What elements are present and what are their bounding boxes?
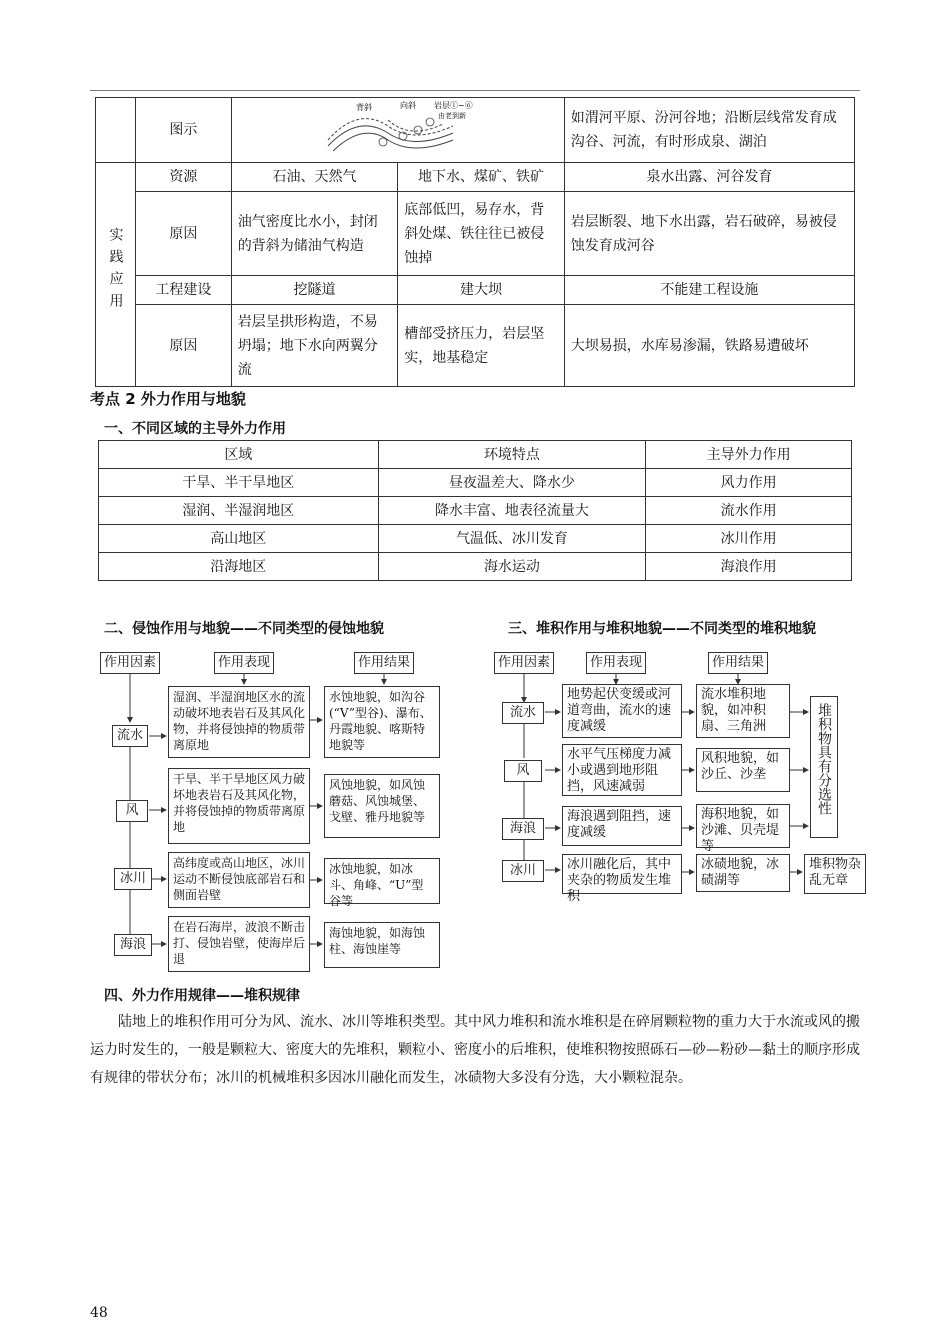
unsorted-deposit-box: 堆积物杂乱无章 [804,854,866,894]
diagram-anticline-label: 背斜 [355,103,372,112]
environment-cell: 海水运动 [378,553,646,581]
subsection-title: 三、堆积作用与堆积地貌——不同类型的堆积地貌 [508,621,816,637]
subsection-title: 四、外力作用规律——堆积规律 [104,988,300,1004]
erosion-show-water: 湿润、半湿润地区水的流动破坏地表岩石及其风化物，并将侵蚀掉的物质带离原地 [168,686,310,758]
deposition-result-wind: 风积地貌，如沙丘、沙垄 [696,748,790,792]
fault-cell: 泉水出露、河谷发育 [564,163,854,192]
region-cell: 湿润、半湿润地区 [99,497,379,525]
deposition-show-wind: 水平气压梯度力减小或遇到地形阻挡，风速减弱 [562,744,682,796]
erosion-result-wind: 风蚀地貌，如风蚀蘑菇、风蚀城堡、戈壁、雅丹地貌等 [324,774,440,838]
region-cell: 高山地区 [99,525,379,553]
fault-cell: 岩层断裂、地下水出露，岩石破碎，易被侵蚀发育成河谷 [564,192,854,276]
region-cell: 沿海地区 [99,553,379,581]
fault-cell: 不能建工程设施 [564,276,854,305]
erosion-show-glacier: 高纬度或高山地区，冰川运动不断侵蚀底部岩石和侧面岩壁 [168,852,310,908]
force-cell: 流水作用 [646,497,852,525]
erosion-factor-water: 流水 [112,725,148,747]
environment-cell: 降水丰富、地表径流量大 [378,497,646,525]
erosion-result-water: 水蚀地貌，如沟谷(“V”型谷)、瀑布、丹霞地貌、喀斯特地貌等 [324,686,440,758]
force-cell: 风力作用 [646,469,852,497]
page-number: 48 [90,1305,108,1321]
deposition-paragraph: 陆地上的堆积作用可分为风、流水、冰川等堆积类型。其中风力堆积和流水堆积是在碎屑颗粒物的重力大于水流或风的搬运力时发生的，一般是颗粒大、密度大的先堆积，颗粒小、密度小的后堆积，使堆积物按照砾石—砂—粉砂—黏土的顺序形成有规律的带状分布；冰川的机械堆积多因冰川融化而发生，冰碛物大多没有分选，大小颗粒混杂。 [90,1014,860,1086]
erosion-factor-wave: 海浪 [114,934,152,956]
deposition-show-glacier: 冰川融化后，其中夹杂的物质发生堆积 [562,854,682,894]
anticline-cell: 石油、天然气 [231,163,398,192]
diagram-strata-label: 岩层①~⑥ [433,101,473,110]
erosion-show-wave: 在岩石海岸，波浪不断击打、侵蚀岩壁，使海岸后退 [168,916,310,972]
anticline-cell: 挖隧道 [231,276,398,305]
sorted-deposit-box: 堆积物具有分选性 [810,696,838,838]
environment-cell: 昼夜温差大、降水少 [378,469,646,497]
deposition-header-show: 作用表现 [586,652,646,674]
row-label: 原因 [135,305,231,387]
section-title: 考点 2 外力作用与地貌 [90,390,246,408]
column-header: 主导外力作用 [646,441,852,469]
deposition-result-glacier: 冰碛地貌，冰碛湖等 [696,854,790,892]
erosion-header-show: 作用表现 [214,652,274,674]
deposition-header-result: 作用结果 [708,652,768,674]
subsection-title: 一、不同区域的主导外力作用 [104,421,286,437]
erosion-result-glacier: 冰蚀地貌，如冰斗、角峰、“U”型谷等 [324,858,440,904]
syncline-cell: 底部低凹，易存水，背斜处煤、铁往往已被侵蚀掉 [398,192,565,276]
erosion-factor-wind: 风 [116,800,148,822]
deposition-header-factor: 作用因素 [494,652,554,674]
erosion-result-wave: 海蚀地貌，如海蚀柱、海蚀崖等 [324,922,440,968]
anticline-cell: 油气密度比水小，封闭的背斜为储油气构造 [231,192,398,276]
deposition-factor-water: 流水 [502,702,544,724]
practice-label: 实践应用 [96,163,136,387]
deposition-show-water: 地势起伏变缓或河道弯曲，流水的速度减缓 [562,684,682,738]
deposition-result-water: 流水堆积地貌，如冲积扇、三角洲 [696,684,790,738]
syncline-cell: 建大坝 [398,276,565,305]
syncline-cell: 槽部受挤压力，岩层坚实，地基稳定 [398,305,565,387]
deposition-result-wave: 海积地貌，如沙滩、贝壳堤等 [696,804,790,848]
row-label: 原因 [135,192,231,276]
region-cell: 干旱、半干旱地区 [99,469,379,497]
diagram-label: 图示 [135,98,231,163]
environment-cell: 气温低、冰川发育 [378,525,646,553]
force-cell: 冰川作用 [646,525,852,553]
erosion-header-factor: 作用因素 [100,652,160,674]
diagram-order-label: 由老到新 [437,112,466,120]
subsection-title: 二、侵蚀作用与地貌——不同类型的侵蚀地貌 [104,621,384,637]
column-header: 区域 [99,441,379,469]
deposition-factor-wind: 风 [504,760,542,782]
fault-cell: 大坝易损，水库易渗漏，铁路易遭破坏 [564,305,854,387]
row-label: 工程建设 [135,276,231,305]
diagram-desc: 如渭河平原、汾河谷地；沿断层线常发育成沟谷、河流，有时形成泉、湖泊 [564,98,854,163]
diagram-syncline-label: 向斜 [399,101,416,110]
force-cell: 海浪作用 [646,553,852,581]
erosion-header-result: 作用结果 [354,652,414,674]
deposition-factor-glacier: 冰川 [502,860,544,882]
erosion-factor-glacier: 冰川 [114,868,152,890]
deposition-show-wave: 海浪遇到阻挡，速度减缓 [562,806,682,846]
erosion-show-wind: 干旱、半干旱地区风力破坏地表岩石及其风化物，并将侵蚀掉的物质带离原地 [168,768,310,844]
anticline-cell: 岩层呈拱形构造，不易坍塌；地下水向两翼分流 [231,305,398,387]
row-label: 资源 [135,163,231,192]
deposition-factor-wave: 海浪 [502,818,544,840]
syncline-cell: 地下水、煤矿、铁矿 [398,163,565,192]
column-header: 环境特点 [378,441,646,469]
